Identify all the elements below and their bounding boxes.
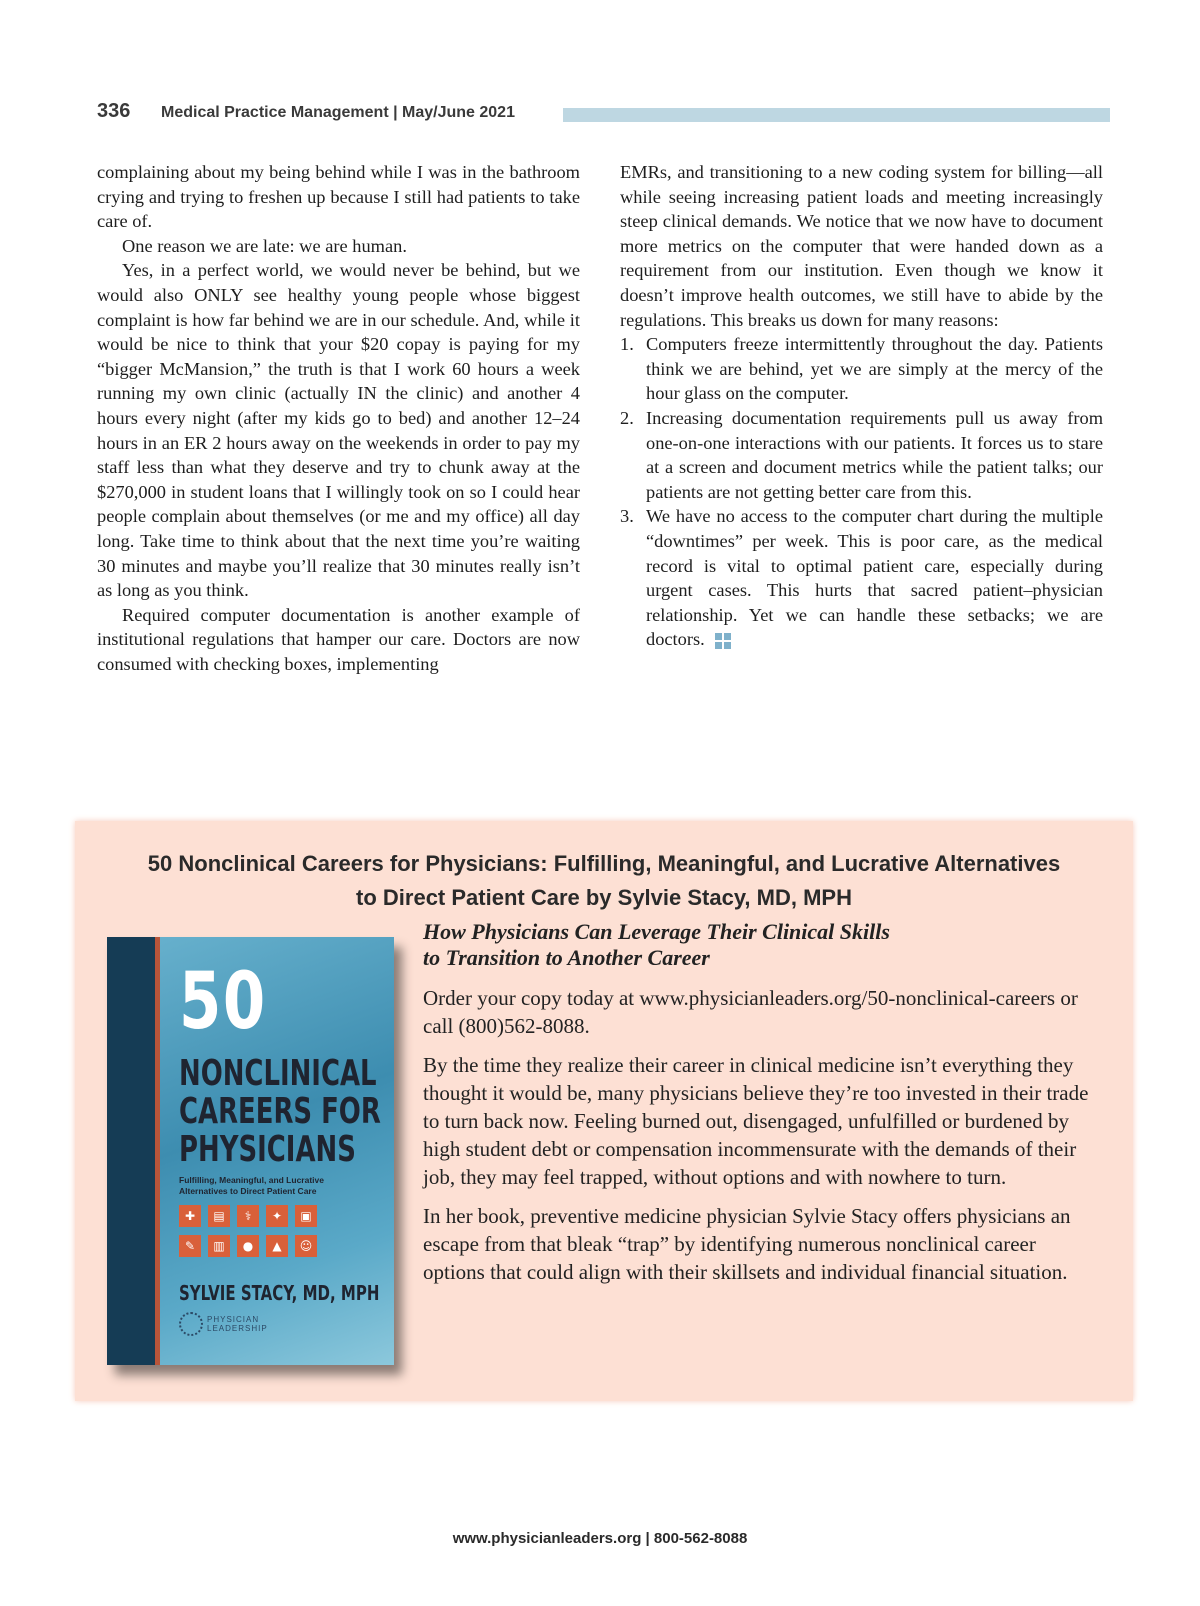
publisher-logo-line: LEADERSHIP (207, 1324, 268, 1333)
promo-title-line: 50 Nonclinical Careers for Physicians: Fulfilling, Meaningful, and Lucrative Alternatives (147, 851, 1061, 876)
document-icon: ✎ (179, 1235, 201, 1257)
page-number: 336 (97, 100, 131, 122)
order-info: Order your copy today at www.physicianleaders.org/50-nonclinical-careers or call (800)562-8088. (423, 986, 1078, 1038)
list-item-text: Increasing documentation requirements pull us away from one-on-one interactions with our patients. It forces us to stare at a screen and document metrics while the patient talks; our patients are not getting better care from this. (646, 407, 1103, 502)
book-spine (107, 937, 155, 1365)
publisher-logo-text (207, 1315, 268, 1333)
book-cover-subtitle (179, 1175, 324, 1197)
list-item (620, 504, 1103, 652)
promo-paragraph: By the time they realize their career in clinical medicine isn’t everything they thought it would be, many physicians believe they’re too invested in their trade to turn back now. Feeling burned out, disengaged, unfulfilled or burdened by high student debt or compensation incommensurate with the demands of their job, they may feel trapped, without options and with nowhere to turn. (423, 1053, 1089, 1189)
paragraph: Required computer documentation is another example of institutional regulations that hamper our care. Doctors are now consumed with checking boxes, implementing (97, 604, 580, 674)
list-item-text: We have no access to the computer chart during the multiple “downtimes” per week. This is poor care, as the medical record is vital to optimal patient care, especially during urgent cases. This hurts that sacred patient–physician relationship. Yet we can handle these setbacks; we are doctors. (646, 506, 1103, 650)
list-item (620, 406, 1103, 504)
paragraph: Yes, in a perfect world, we would never be behind, but we would also ONLY see healthy young people whose biggest complaint is how far behind we are in our schedule. And, while it would be nice to think that your $20 copay is paying for my “bigger McMansion,” the truth is that I work 60 hours a week running my own clinic (actually IN the clinic) and another 4 hours every night (after my kids go to bed) and another 12–24 hours in an ER 2 hours away on the weekends in order to pay my staff less than what they deserve and try to chunk away at the $270,000 in student loans that I willingly took on so I could hear people complain about themselves (or me and my office) all day long. Take time to think about that the next time you’re waiting 30 minutes and maybe you’ll realize that 30 minutes really isn’t as long as you think. (97, 260, 580, 601)
page-header (97, 100, 1110, 130)
book-cover-subtitle-line: Fulfilling, Meaningful, and Lucrative (179, 1175, 324, 1185)
book-cover-title (179, 1055, 381, 1169)
running-title: Medical Practice Management | May/June 2021 (161, 104, 515, 121)
lightbulb-icon: ✦ (266, 1205, 288, 1227)
graduation-cap-icon: ▲ (266, 1235, 288, 1257)
book-cover-title-line: CAREERS FOR (179, 1091, 381, 1132)
book-cover-title-line: PHYSICIANS (179, 1129, 356, 1170)
paragraph: complaining about my being behind while I was in the bathroom crying and trying to freshen up because I still had patients to take care of. (97, 162, 580, 232)
reasons-list (620, 332, 1103, 652)
chart-icon: ▤ (208, 1205, 230, 1227)
article-left-column (97, 160, 580, 676)
paragraph: One reason we are late: we are human. (122, 235, 407, 256)
article-right-column (620, 160, 1103, 652)
briefcase-icon: ▣ (295, 1205, 317, 1227)
book-cover-number: 50 (179, 957, 267, 1047)
book-cover-author: SYLVIE STACY, MD, MPH (179, 1281, 380, 1305)
book-cover-title-line: NONCLINICAL (179, 1053, 377, 1094)
list-item-text: Computers freeze intermittently throughout the day. Patients think we are behind, yet we are simply at the mercy of the hour glass on the computer. (646, 334, 1103, 404)
page-footer: www.physicianleaders.org | 800-562-8088 (452, 1530, 748, 1547)
book-cover-icon-grid (179, 1205, 325, 1265)
promo-description (423, 919, 1091, 1297)
promo-title (75, 847, 1133, 915)
publisher-logo-line: PHYSICIAN (207, 1315, 260, 1324)
list-number: 1. (620, 334, 634, 355)
book-cover-subtitle-line: Alternatives to Direct Patient Care (179, 1186, 317, 1196)
stethoscope-icon: ⚕ (237, 1205, 259, 1227)
book-promo-box (75, 821, 1133, 1401)
header-rule-bar (563, 108, 1110, 122)
people-icon: ☺ (295, 1235, 317, 1257)
list-number: 3. (620, 506, 634, 527)
promo-subtitle (423, 919, 1091, 971)
end-of-article-icon (715, 633, 731, 649)
pills-icon: ● (237, 1235, 259, 1257)
promo-paragraph: In her book, preventive medicine physician Sylvie Stacy offers physicians an escape from that bleak “trap” by identifying numerous nonclinical career options that could align with their skillsets and individual financial situation. (423, 1204, 1071, 1284)
list-item (620, 332, 1103, 406)
publisher-logo (179, 1310, 289, 1340)
publisher-logo-icon (179, 1312, 203, 1336)
promo-title-line: to Direct Patient Care by Sylvie Stacy, MD, MPH (356, 885, 852, 910)
medical-cross-icon: ✚ (179, 1205, 201, 1227)
promo-subtitle-line: How Physicians Can Leverage Their Clinical Skills (423, 919, 890, 944)
paragraph: EMRs, and transitioning to a new coding system for billing—all while seeing increasing patient loads and meeting increasingly steep clinical demands. We notice that we now have to document more metrics on the computer that were handed down as a requirement from our institution. Even though we know it doesn’t improve health outcomes, we still have to abide by the regulations. This breaks us down for many reasons: (620, 162, 1103, 330)
book-cover-image (107, 937, 394, 1365)
list-number: 2. (620, 407, 634, 428)
book-spine-stripe (155, 937, 160, 1365)
building-icon: ▥ (208, 1235, 230, 1257)
promo-subtitle-line: to Transition to Another Career (423, 945, 710, 970)
